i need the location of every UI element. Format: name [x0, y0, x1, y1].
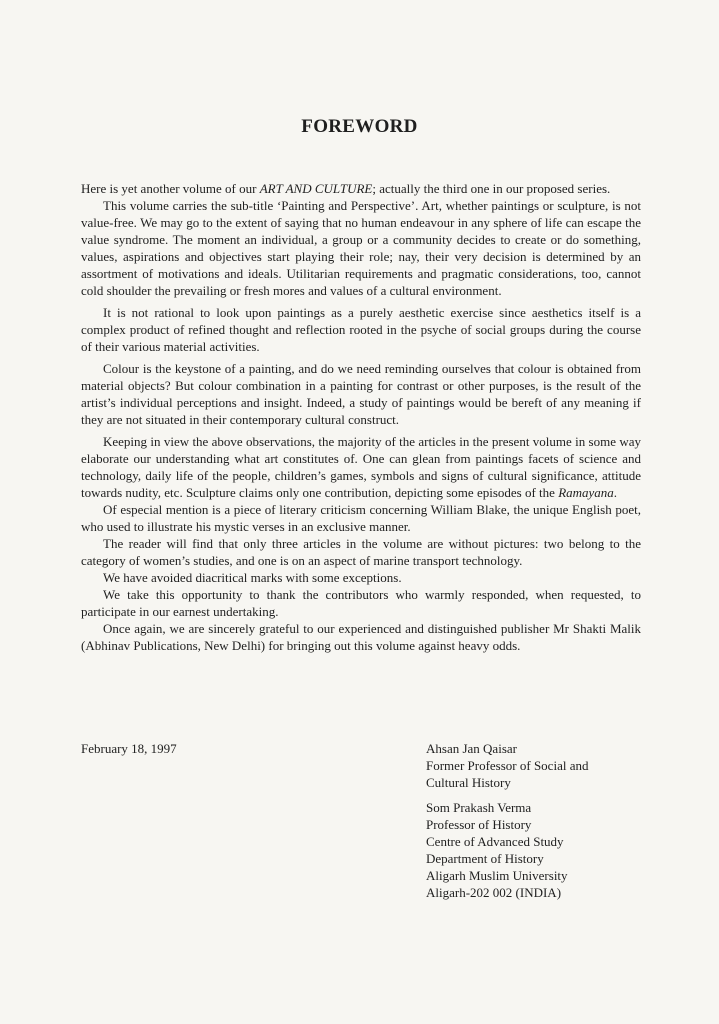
paragraph-text: This volume carries the sub-title ‘Painting and Perspective’. Art, whether paintings or sculpture, is not value-free. We may go to the extent of saying that no human endeavour in any sphere of life can escape the value syndrome. The moment an individual, a group or a community decides to create or do something, values, aspirations and objectives start playing their role; nay, their very decision is determined by an assortment of motivations and ideals. Utilitarian requirements and pragmatic considerations, too, cannot cold shoulder the prevailing or fresh mores and values of a cultural environment. — [81, 198, 641, 298]
signature-line: Former Professor of Social and — [426, 758, 589, 773]
emphasis-text: Ramayana — [558, 485, 614, 500]
signature-line: Aligarh Muslim University — [426, 868, 568, 883]
signature-line: Professor of History — [426, 817, 532, 832]
page-title: FOREWORD — [301, 116, 418, 137]
paragraph-text: Keeping in view the above observations, the majority of the articles in the present volume in some way elaborate our understanding what art constitutes of. One can glean from paintings facets of science and technology, daily life of the people, children’s games, symbols and signs of cultural significance, attitude towards nudity, etc. Sculpture claims only one contribution, depicting some episodes of the — [81, 434, 641, 500]
date-line: February 18, 1997 — [81, 741, 177, 756]
signature-name: Som Prakash Verma — [426, 800, 532, 815]
paragraph-text: Colour is the keystone of a painting, and do we need reminding ourselves that colour is obtained from material objects? But colour combination in a painting for contrast or other purposes, is the result of the artist’s individual perceptions and insight. Indeed, a study of paintings would be bereft of any meaning if they are not situated in their contemporary cultural construct. — [81, 361, 641, 427]
emphasis-text: ART AND CULTURE — [259, 181, 373, 196]
paragraph-text: ; actually the third one in our proposed series. — [372, 181, 611, 196]
signature-name: Ahsan Jan Qaisar — [426, 741, 517, 756]
signature-line: Cultural History — [426, 775, 511, 790]
paragraph-text: . — [613, 485, 618, 500]
signature-line: Aligarh-202 002 (INDIA) — [426, 885, 562, 900]
foreword-body — [81, 180, 641, 654]
paragraph-text: The reader will find that only three articles in the volume are without pictures: two belong to the category of women’s studies, and one is on an aspect of marine transport technology. — [81, 536, 641, 568]
paragraph — [81, 569, 641, 586]
paragraph-text: We take this opportunity to thank the contributors who warmly responded, when requested, to participate in our earnest undertaking. — [81, 587, 641, 619]
paragraph — [81, 433, 641, 501]
paragraph-text: Once again, we are sincerely grateful to our experienced and distinguished publisher Mr Shakti Malik (Abhinav Publications, New Delhi) for bringing out this volume against heavy odds. — [81, 621, 641, 653]
paragraph — [81, 501, 641, 535]
paragraph-text: Here is yet another volume of our — [81, 181, 260, 196]
paragraph-text: Of especial mention is a piece of literary criticism concerning William Blake, the unique English poet, who used to illustrate his mystic verses in an exclusive manner. — [81, 502, 641, 534]
paragraph — [81, 180, 641, 197]
paragraph — [81, 360, 641, 428]
signature-block-2 — [426, 799, 656, 901]
paragraph — [81, 535, 641, 569]
signature-line: Centre of Advanced Study — [426, 834, 564, 849]
paragraph — [81, 197, 641, 299]
paragraph-text: It is not rational to look upon paintings as a purely aesthetic exercise since aesthetics itself is a complex product of refined thought and reflection rooted in the psyche of social groups during the course of their various material activities. — [81, 305, 641, 354]
paragraph-text: We have avoided diacritical marks with some exceptions. — [103, 570, 402, 585]
signature-line: Department of History — [426, 851, 544, 866]
paragraph — [81, 620, 641, 654]
paragraph — [81, 304, 641, 355]
signature-block-1 — [426, 740, 656, 791]
paragraph — [81, 586, 641, 620]
